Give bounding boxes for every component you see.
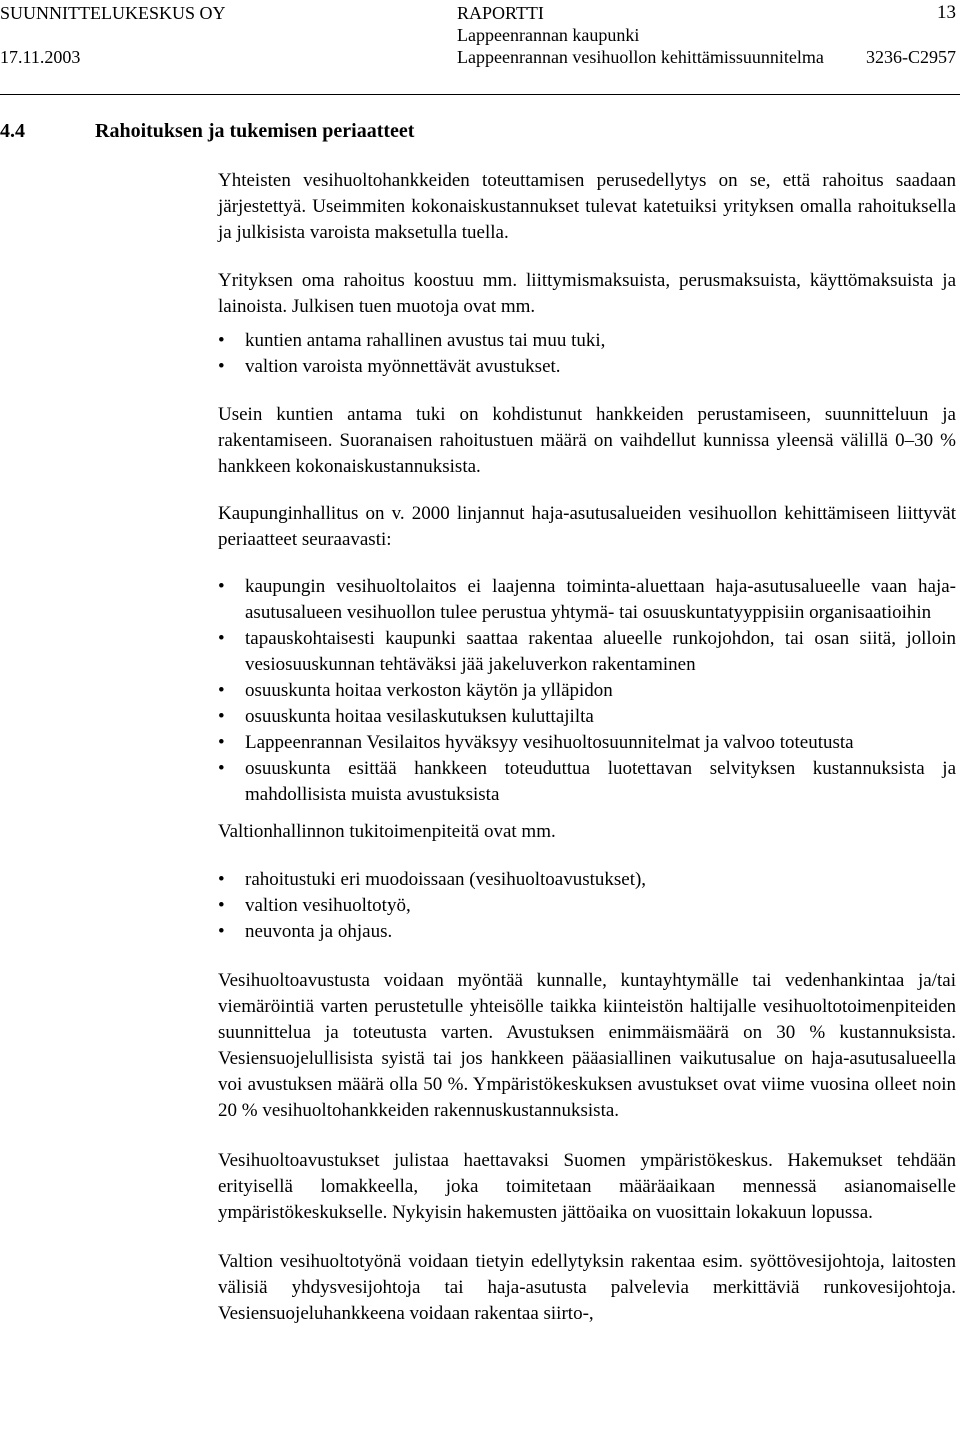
list-item: • tapauskohtaisesti kaupunki saattaa rakentaa alueelle runkojohdon, tai osan siitä, jolloin vesiosuuskunnan tehtäväksi jää jakeluverkon rakentaminen bbox=[218, 626, 956, 678]
page-header bbox=[0, 0, 960, 96]
company-name: SUUNNITTELUKESKUS OY bbox=[0, 3, 226, 23]
list-item: • neuvonta ja ohjaus. bbox=[218, 919, 956, 945]
page-number: 13 bbox=[937, 2, 956, 23]
paragraph-water-grant: Vesihuoltoavustusta voidaan myöntää kunnalle, kuntayhtymälle tai vedenhankintaa ja/tai viemäröintiä varten perustetulle yhteisölle taikka kiinteistön haltijalle vesihuoltotoimenpiteiden suunnittelua ja toteutusta varten. Avustuksen enimmäismäärä on 30 % kustannuksista. Vesiensuojelullisista syistä tai jos hankkeen pääasiallinen vaikutusalue on haja-asutusalueella voi avustuksen määrä olla 50 %. Ympäristökeskuksen avustukset ovat viime vuosina olleet noin 20 % vesihuoltohankkeiden rakennuskustannuksista. bbox=[218, 970, 956, 1121]
list-item: • kaupungin vesihuoltolaitos ei laajenna toiminta-aluettaan haja-asutusalueelle vaan haja-asutusalueen vesihuollon tulee perustua yhtymä- tai osuuskuntatyyppisiin organisaatioihin bbox=[218, 574, 956, 626]
client-name: Lappeenrannan kaupunki bbox=[457, 25, 640, 45]
list-item: • valtion vesihuoltotyö, bbox=[218, 893, 956, 919]
paragraph-state-water-work: Valtion vesihuoltotyönä voidaan tietyin edellytyksin rakentaa esim. syöttövesijohtoja, laitosten välisiä yhdysvesijohtoja tai haja-asutusta palvelevia merkittäviä runkovesijohtoja. Vesiensuojeluhankkeena voidaan rakentaa siirto-, bbox=[218, 1251, 956, 1324]
project-title: Lappeenrannan vesihuollon kehittämissuunnitelma bbox=[457, 47, 824, 67]
project-code: 3236-C2957 bbox=[866, 47, 956, 67]
paragraph-municipal-support: Usein kuntien antama tuki on kohdistunut hankkeiden perustamiseen, suunnitteluun ja rakentamiseen. Suoranaisen rahoitustuen määrä on vaihdellut kunnissa yleensä välillä 0–30 % hankkeen kokonaiskustannuksista. bbox=[218, 404, 956, 477]
list-item: • osuuskunta esittää hankkeen toteuduttua luotettavan selvityksen kustannuksista ja mahdollisista muista avustuksista bbox=[218, 756, 956, 808]
principles-list bbox=[218, 574, 956, 808]
document-type: RAPORTTI bbox=[457, 3, 544, 23]
report-body bbox=[218, 168, 956, 1327]
list-item: • osuuskunta hoitaa vesilaskutuksen kuluttajilta bbox=[218, 704, 956, 730]
list-item: • kuntien antama rahallinen avustus tai muu tuki, bbox=[218, 328, 956, 354]
paragraph-own-financing: Yrityksen oma rahoitus koostuu mm. liittymismaksuista, perusmaksuista, käyttömaksuista ja lainoista. Julkisen tuen muotoja ovat mm. bbox=[218, 270, 956, 317]
section-title: Rahoituksen ja tukemisen periaatteet bbox=[95, 120, 415, 142]
state-measures-list bbox=[218, 867, 956, 945]
section-heading bbox=[0, 118, 414, 144]
report-date: 17.11.2003 bbox=[0, 47, 81, 67]
paragraph-city-council: Kaupunginhallitus on v. 2000 linjannut haja-asutusalueiden vesihuollon kehittämiseen liittyvät periaatteet seuraavasti: bbox=[218, 503, 956, 550]
list-item: • rahoitustuki eri muodoissaan (vesihuoltoavustukset), bbox=[218, 867, 956, 893]
list-item: • osuuskunta hoitaa verkoston käytön ja ylläpidon bbox=[218, 678, 956, 704]
header-divider bbox=[0, 94, 960, 95]
section-number: 4.4 bbox=[0, 120, 25, 142]
list-item: • Lappeenrannan Vesilaitos hyväksyy vesihuoltosuunnitelmat ja valvoo toteutusta bbox=[218, 730, 956, 756]
list-item: • valtion varoista myönnettävät avustukset. bbox=[218, 354, 956, 380]
paragraph-grant-application: Vesihuoltoavustukset julistaa haettavaksi Suomen ympäristökeskus. Hakemukset tehdään erityisellä lomakkeella, joka toimitetaan määräaikaan mennessä asianomaiselle ympäristökeskukselle. Nykyisin hakemusten jättöaika on vuosittain lokakuun lopussa. bbox=[218, 1150, 956, 1223]
paragraph-state-measures: Valtionhallinnon tukitoimenpiteitä ovat mm. bbox=[218, 821, 556, 842]
public-support-list bbox=[218, 328, 956, 380]
paragraph-funding-basis: Yhteisten vesihuoltohankkeiden toteuttamisen perusedellytys on se, että rahoitus saadaan järjestettyä. Useimmiten kokonaiskustannukset tulevat katetuiksi yrityksen omalla rahoituksella ja julkisista varoista maksetulla tuella. bbox=[218, 170, 956, 243]
